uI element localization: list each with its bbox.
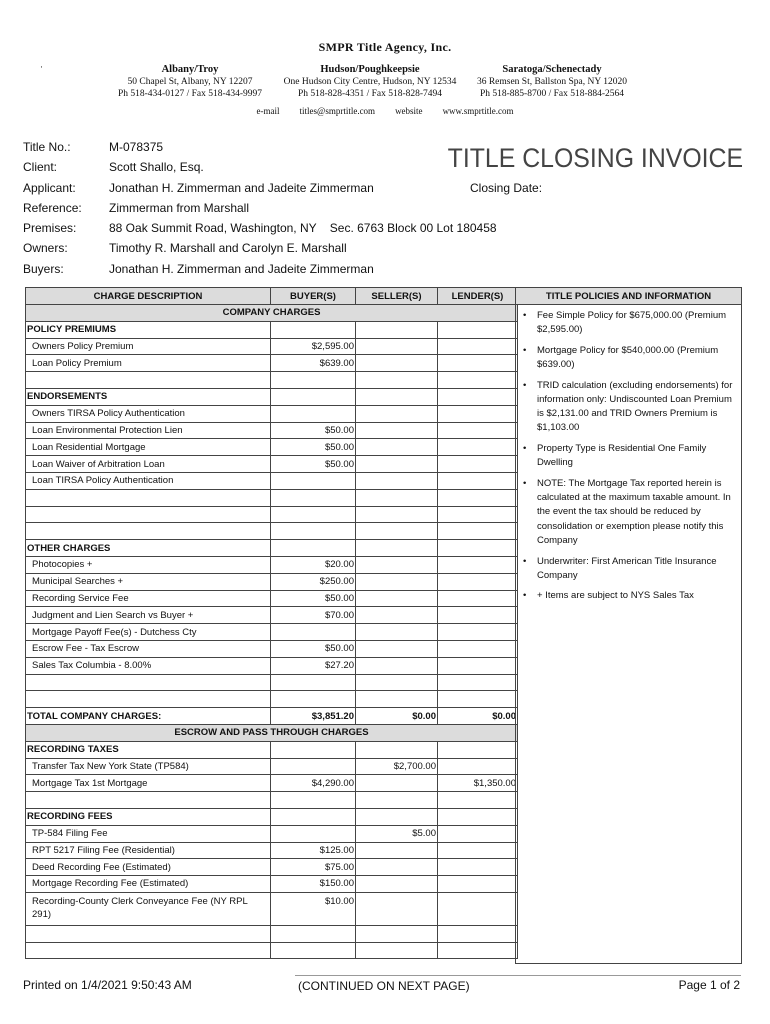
group-row (26, 741, 518, 758)
detail-label: Owners: (23, 241, 68, 256)
charge-description (26, 506, 271, 523)
office-address: 50 Chapel St, Albany, NY 12207 (127, 77, 253, 87)
detail-value: 88 Oak Summit Road, Washington, NY Sec. 6763 Block 00 Lot 180458 (109, 221, 497, 236)
seller-amount (356, 624, 438, 641)
policy-item: • Mortgage Policy for $540,000.00 (Premium $639.00) (522, 344, 735, 372)
lender-amount (438, 825, 518, 842)
buyer-amount (271, 523, 356, 540)
charge-description: Mortgage Tax 1st Mortgage (26, 775, 271, 792)
detail-label: Buyers: (23, 261, 64, 276)
charge-description: Owners TIRSA Policy Authentication (26, 405, 271, 422)
blank-row (26, 691, 518, 708)
blank-row (26, 506, 518, 523)
lender-amount (438, 540, 518, 557)
charge-row (26, 439, 518, 456)
detail-label: Title No.: (23, 140, 71, 154)
seller-amount: $0.00 (356, 708, 438, 725)
buyer-amount: $639.00 (271, 355, 356, 372)
lender-amount: $1,350.00 (438, 775, 518, 792)
charge-description: Mortgage Payoff Fee(s) - Dutchess Cty (26, 624, 271, 641)
charge-row (26, 573, 518, 590)
charge-row (26, 607, 518, 624)
buyer-amount (271, 792, 356, 809)
blank-row (26, 674, 518, 691)
company-charges-row (26, 305, 518, 322)
charge-description: Loan Policy Premium (26, 355, 271, 372)
buyer-amount: $70.00 (271, 607, 356, 624)
seller-amount (356, 607, 438, 624)
charge-row (26, 456, 518, 473)
detail-value: Jonathan H. Zimmerman and Jadeite Zimmerman (109, 261, 374, 276)
policy-item: • Fee Simple Policy for $675,000.00 (Premium $2,595.00) (522, 309, 735, 337)
seller-amount: $2,700.00 (356, 758, 438, 775)
lender-amount (438, 674, 518, 691)
blank-row (26, 792, 518, 809)
lender-amount (438, 388, 518, 405)
lender-amount (438, 624, 518, 641)
charge-description: Transfer Tax New York State (TP584) (26, 758, 271, 775)
lender-amount (438, 472, 518, 489)
buyer-amount (271, 321, 356, 338)
group-row (26, 388, 518, 405)
detail-row (23, 262, 497, 282)
buyer-amount: $2,595.00 (271, 338, 356, 355)
policy-item: • + Items are subject to NYS Sales Tax (522, 589, 735, 603)
buyer-amount (271, 741, 356, 758)
buyer-amount: $4,290.00 (271, 775, 356, 792)
lender-amount: $0.00 (438, 708, 518, 725)
charge-description: RECORDING TAXES (26, 741, 271, 758)
charge-description: Municipal Searches + (26, 573, 271, 590)
group-row (26, 808, 518, 825)
buyer-amount (271, 758, 356, 775)
seller-amount (356, 506, 438, 523)
lender-amount (438, 456, 518, 473)
charge-description: Loan TIRSA Policy Authentication (26, 472, 271, 489)
office-phone: Ph 518-885-8700 / Fax 518-884-2564 (479, 89, 625, 99)
section-title: ESCROW AND PASS THROUGH CHARGES (26, 724, 518, 741)
seller-amount (356, 489, 438, 506)
charge-row (26, 624, 518, 641)
column-header: BUYER(S) (271, 288, 356, 305)
charge-row (26, 640, 518, 657)
office-name: Saratoga/Schenectady (502, 64, 602, 75)
seller-amount (356, 456, 438, 473)
charge-row (26, 338, 518, 355)
charge-description (26, 925, 271, 942)
charge-row (26, 758, 518, 775)
seller-amount (356, 691, 438, 708)
continued-note: (CONTINUED ON NEXT PAGE) (298, 979, 470, 993)
lender-amount (438, 792, 518, 809)
lender-amount (438, 556, 518, 573)
letterhead (0, 40, 770, 116)
charge-row (26, 657, 518, 674)
group-row (26, 540, 518, 557)
seller-amount (356, 590, 438, 607)
charge-description: Owners Policy Premium (26, 338, 271, 355)
lender-amount (438, 405, 518, 422)
charge-description: TOTAL COMPANY CHARGES: (26, 708, 271, 725)
charge-row (26, 825, 518, 842)
printed-timestamp: Printed on 1/4/2021 9:50:43 AM (23, 978, 192, 992)
charge-row (26, 775, 518, 792)
lender-amount (438, 506, 518, 523)
charge-description: POLICY PREMIUMS (26, 321, 271, 338)
policies-heading: TITLE POLICIES AND INFORMATION (516, 288, 741, 305)
office-address: One Hudson City Centre, Hudson, NY 12534 (283, 77, 457, 87)
charge-description: OTHER CHARGES (26, 540, 271, 557)
charge-description: Loan Residential Mortgage (26, 439, 271, 456)
buyer-amount (271, 388, 356, 405)
charges-header-row (26, 288, 518, 305)
lender-amount (438, 808, 518, 825)
charge-description (26, 674, 271, 691)
policy-item: • TRID calculation (excluding endorsements) for information only: Undiscounted Loan Premium is $2,131.00 and TRID Owners Premium is $1,103.00 (522, 379, 735, 436)
lender-amount (438, 892, 518, 925)
seller-amount (356, 640, 438, 657)
charge-description: ENDORSEMENTS (26, 388, 271, 405)
seller-amount (356, 942, 438, 959)
detail-value: Zimmerman from Marshall (109, 200, 250, 215)
closing-date-label: Closing Date: (470, 181, 543, 195)
lender-amount (438, 590, 518, 607)
lender-amount (438, 607, 518, 624)
charge-row (26, 405, 518, 422)
detail-row (23, 221, 497, 241)
buyer-amount (271, 540, 356, 557)
detail-value: Scott Shallo, Esq. (109, 160, 204, 175)
buyer-amount: $50.00 (271, 456, 356, 473)
blank-row (26, 925, 518, 942)
lender-amount (438, 573, 518, 590)
contact-line (0, 106, 770, 116)
column-header: CHARGE DESCRIPTION (26, 288, 271, 305)
seller-amount (356, 892, 438, 925)
buyer-amount (271, 372, 356, 389)
charge-description: RECORDING FEES (26, 808, 271, 825)
buyer-amount: $150.00 (271, 876, 356, 893)
charge-rows (26, 321, 518, 959)
seller-amount (356, 439, 438, 456)
section-row (26, 724, 518, 741)
seller-amount (356, 523, 438, 540)
lender-amount (438, 842, 518, 859)
seller-amount (356, 472, 438, 489)
invoice-title: TITLE CLOSING INVOICE (447, 143, 743, 173)
charge-description: Photocopies + (26, 556, 271, 573)
buyer-amount: $50.00 (271, 640, 356, 657)
seller-amount (356, 876, 438, 893)
charge-description: Escrow Fee - Tax Escrow (26, 640, 271, 657)
office-name: Hudson/Poughkeepsie (320, 64, 420, 75)
charge-description: Mortgage Recording Fee (Estimated) (26, 876, 271, 893)
charge-description: Recording Service Fee (26, 590, 271, 607)
charge-description: Recording-County Clerk Conveyance Fee (NY RPL 291) (26, 892, 271, 925)
policy-item: • NOTE: The Mortgage Tax reported herein is calculated at the maximum taxable amount. In the event the tax should be reduced by consolidation or exemption please notify this Company (522, 477, 735, 548)
total-row (26, 708, 518, 725)
seller-amount (356, 775, 438, 792)
company-name: SMPR Title Agency, Inc. (318, 40, 452, 54)
detail-row (23, 140, 497, 160)
buyer-amount (271, 472, 356, 489)
policies-list (516, 305, 741, 604)
lender-amount (438, 859, 518, 876)
buyer-amount: $75.00 (271, 859, 356, 876)
seller-amount (356, 388, 438, 405)
blank-row (26, 942, 518, 959)
detail-value: Timothy R. Marshall and Carolyn E. Marshall (109, 241, 347, 256)
seller-amount (356, 842, 438, 859)
lender-amount (438, 925, 518, 942)
buyer-amount: $50.00 (271, 422, 356, 439)
charge-row (26, 859, 518, 876)
column-header: SELLER(S) (356, 288, 438, 305)
seller-amount (356, 338, 438, 355)
lender-amount (438, 691, 518, 708)
lender-amount (438, 321, 518, 338)
lender-amount (438, 489, 518, 506)
charge-description (26, 489, 271, 506)
seller-amount (356, 556, 438, 573)
detail-row (23, 160, 497, 180)
blank-row (26, 523, 518, 540)
buyer-amount (271, 825, 356, 842)
buyer-amount (271, 624, 356, 641)
letterhead-mark: · (40, 62, 43, 72)
buyer-amount: $50.00 (271, 590, 356, 607)
detail-label: Applicant: (23, 180, 76, 195)
section-title: COMPANY CHARGES (26, 305, 518, 322)
seller-amount: $5.00 (356, 825, 438, 842)
group-row (26, 321, 518, 338)
seller-amount (356, 321, 438, 338)
blank-row (26, 372, 518, 389)
buyer-amount (271, 506, 356, 523)
charge-row (26, 472, 518, 489)
charge-row (26, 590, 518, 607)
invoice-details (23, 140, 497, 282)
seller-amount (356, 674, 438, 691)
detail-label: Reference: (23, 200, 82, 215)
buyer-amount (271, 489, 356, 506)
blank-row (26, 489, 518, 506)
detail-value: M-078375 (109, 140, 164, 154)
lender-amount (438, 758, 518, 775)
lender-amount (438, 942, 518, 959)
title-policies-panel (515, 287, 742, 964)
policy-item: • Underwriter: First American Title Insurance Company (522, 555, 735, 583)
seller-amount (356, 422, 438, 439)
office-address: 36 Remsen St, Ballston Spa, NY 12020 (476, 77, 628, 87)
lender-amount (438, 372, 518, 389)
office-name: Albany/Troy (161, 64, 219, 75)
charge-description (26, 792, 271, 809)
seller-amount (356, 372, 438, 389)
charge-description: Judgment and Lien Search vs Buyer + (26, 607, 271, 624)
footer-divider (295, 975, 741, 976)
charge-row (26, 892, 518, 925)
seller-amount (356, 808, 438, 825)
lender-amount (438, 657, 518, 674)
buyer-amount: $50.00 (271, 439, 356, 456)
buyer-amount: $27.20 (271, 657, 356, 674)
detail-label: Client: (23, 160, 58, 175)
buyer-amount: $10.00 (271, 892, 356, 925)
charge-description: RPT 5217 Filing Fee (Residential) (26, 842, 271, 859)
office-hudson (278, 64, 462, 100)
buyer-amount (271, 691, 356, 708)
buyer-amount (271, 925, 356, 942)
charge-description (26, 691, 271, 708)
charge-description: TP-584 Filing Fee (26, 825, 271, 842)
office-saratoga (466, 64, 638, 100)
buyer-amount: $3,851.20 (271, 708, 356, 725)
seller-amount (356, 657, 438, 674)
seller-amount (356, 792, 438, 809)
charge-row (26, 422, 518, 439)
buyer-amount (271, 808, 356, 825)
detail-row (23, 241, 497, 261)
email-label: e-mail (256, 106, 280, 116)
lender-amount (438, 422, 518, 439)
lender-amount (438, 439, 518, 456)
charge-description: Loan Environmental Protection Lien (26, 422, 271, 439)
buyer-amount: $125.00 (271, 842, 356, 859)
seller-amount (356, 540, 438, 557)
charge-row (26, 842, 518, 859)
website-address[interactable]: www.smprtitle.com (442, 106, 514, 116)
lender-amount (438, 338, 518, 355)
charges-table (25, 287, 518, 959)
seller-amount (356, 925, 438, 942)
detail-value: Jonathan H. Zimmerman and Jadeite Zimmerman (109, 180, 374, 195)
charge-row (26, 556, 518, 573)
charge-row (26, 355, 518, 372)
lender-amount (438, 523, 518, 540)
detail-row (23, 181, 497, 201)
charge-description: Sales Tax Columbia - 8.00% (26, 657, 271, 674)
seller-amount (356, 741, 438, 758)
charge-description (26, 942, 271, 959)
page-number: Page 1 of 2 (678, 978, 740, 992)
lender-amount (438, 876, 518, 893)
buyer-amount (271, 405, 356, 422)
seller-amount (356, 405, 438, 422)
office-albany (110, 64, 270, 100)
seller-amount (356, 859, 438, 876)
office-phone: Ph 518-434-0127 / Fax 518-434-9997 (117, 89, 263, 99)
buyer-amount (271, 942, 356, 959)
buyer-amount: $250.00 (271, 573, 356, 590)
column-header: LENDER(S) (438, 288, 518, 305)
charge-description (26, 523, 271, 540)
seller-amount (356, 573, 438, 590)
buyer-amount: $20.00 (271, 556, 356, 573)
policy-item: • Property Type is Residential One Family Dwelling (522, 442, 735, 470)
buyer-amount (271, 674, 356, 691)
office-phone: Ph 518-828-4351 / Fax 518-828-7494 (297, 89, 443, 99)
lender-amount (438, 355, 518, 372)
detail-row (23, 201, 497, 221)
seller-amount (356, 355, 438, 372)
charge-row (26, 876, 518, 893)
email-address[interactable]: titles@smprtitle.com (299, 106, 376, 116)
lender-amount (438, 741, 518, 758)
website-label: website (395, 106, 423, 116)
charge-description: Deed Recording Fee (Estimated) (26, 859, 271, 876)
lender-amount (438, 640, 518, 657)
charge-description (26, 372, 271, 389)
charge-description: Loan Waiver of Arbitration Loan (26, 456, 271, 473)
detail-label: Premises: (23, 221, 77, 236)
